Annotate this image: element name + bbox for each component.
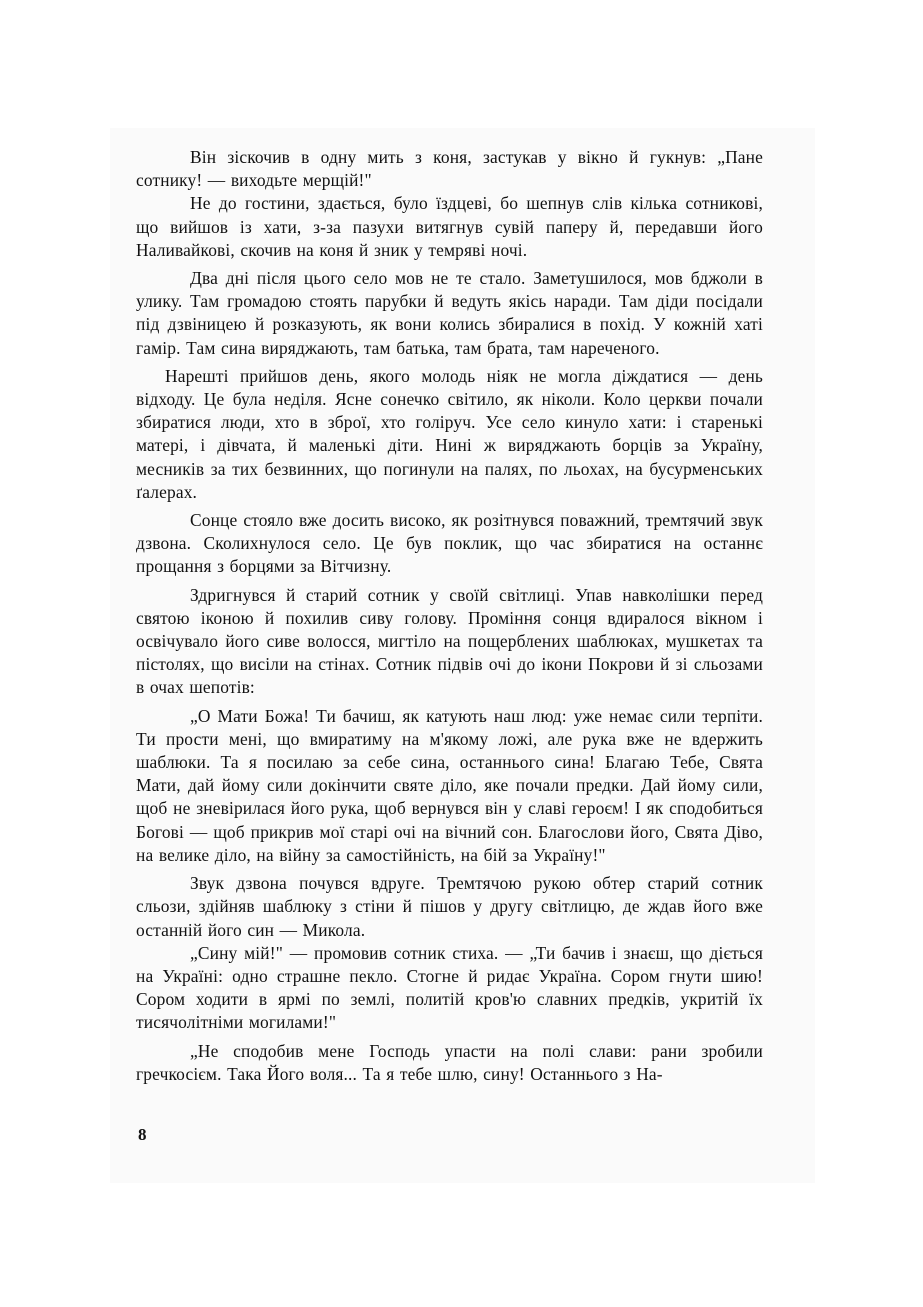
paragraph-4: Нарешті прийшов день, якого молодь ніяк не могла діждатися — день відходу. Це була неділя. Ясне сонечко світило, як ніколи. Коло церкви почали збиратися люди, хто в зброї, хто голіруч. Усе село кинуло хати: і старенькі матері, і дівчата, й маленькі діти. Нині ж виряджають борців за Україну, месників за тих безвинних, що погинули на палях, по льохах, на бусурменських ґалерах.: [136, 365, 763, 502]
text-body: [136, 146, 763, 1091]
paragraph-10: „Не сподобив мене Господь упасти на полі слави: рани зробили гречкосієм. Така Його воля... Та я тебе шлю, сину! Останнього з На-: [136, 1040, 763, 1084]
paragraph-2: Не до гостини, здається, було їздцеві, бо шепнув слів кілька сотникові, що вийшов із хати, з-за пазухи витягнув сувій паперу й, передавши його Наливайкові, скочив на коня й зник у темряві ночі.: [136, 193, 763, 260]
paragraph-6: Здригнувся й старий сотник у своїй світлиці. Упав навколішки перед святою іконою й похилив сиву голову. Проміння сонця вдиралося вікном і освічувало його сиве волосся, мигтіло на пощерблених шаблюках, мушкетах та пістолях, що висіли на стінах. Сотник підвів очі до ікони Покрови й зі сльозами в очах шепотів:: [136, 584, 763, 698]
paragraph-9: „Сину мій!" — промовив сотник стиха. — „Ти бачив і знаєш, що діється на Україні: одно страшне пекло. Стогне й ридає Україна. Сором гнути шию! Сором ходити в ярмі по землі, политій кров'ю славних предків, укритій їх тисячолітніми могилами!": [136, 942, 763, 1033]
paragraph-5: Сонце стояло вже досить високо, як розітнувся поважний, тремтячий звук дзвона. Сколихнулося село. Це був поклик, що час збиратися на останнє прощання з борцями за Вітчизну.: [136, 510, 763, 577]
page-number: 8: [138, 1125, 147, 1144]
paragraph-7: „О Мати Божа! Ти бачиш, як катують наш люд: уже немає сили терпіти. Ти прости мені, що вмиратиму на м'якому ложі, але рука вже не вдержить шаблюки. Та я посилаю за себе сина, останнього сина! Благаю Тебе, Свята Мати, дай йому сили докінчити святе діло, яке почали предки. Дай йому сили, щоб не зневірилася його рука, щоб вернувся він у славі героєм! І як сподобиться Богові — щоб прикрив мої старі очі на вічний сон. Благослови його, Свята Діво, на велике діло, на війну за самостійність, на бій за Україну!": [136, 705, 763, 865]
paragraph-3: Два дні після цього село мов не те стало. Заметушилося, мов бджоли в улику. Там громадою стоять парубки й ведуть якісь наради. Там діди посідали під дзвіницею й розказують, як вони колись збиралися в похід. У кожній хаті гамір. Там сина виряджають, там батька, там брата, там нареченого.: [136, 268, 763, 358]
paragraph-8: Звук дзвона почувся вдруге. Тремтячою рукою обтер старий сотник сльози, здійняв шаблюку з стіни й пішов у другу світлицю, де ждав його вже останній його син — Микола.: [136, 873, 763, 940]
paragraph-1: Він зіскочив в одну мить з коня, застукав у вікно й гукнув: „Пане сотнику! — виходьте мерщій!": [136, 147, 763, 191]
